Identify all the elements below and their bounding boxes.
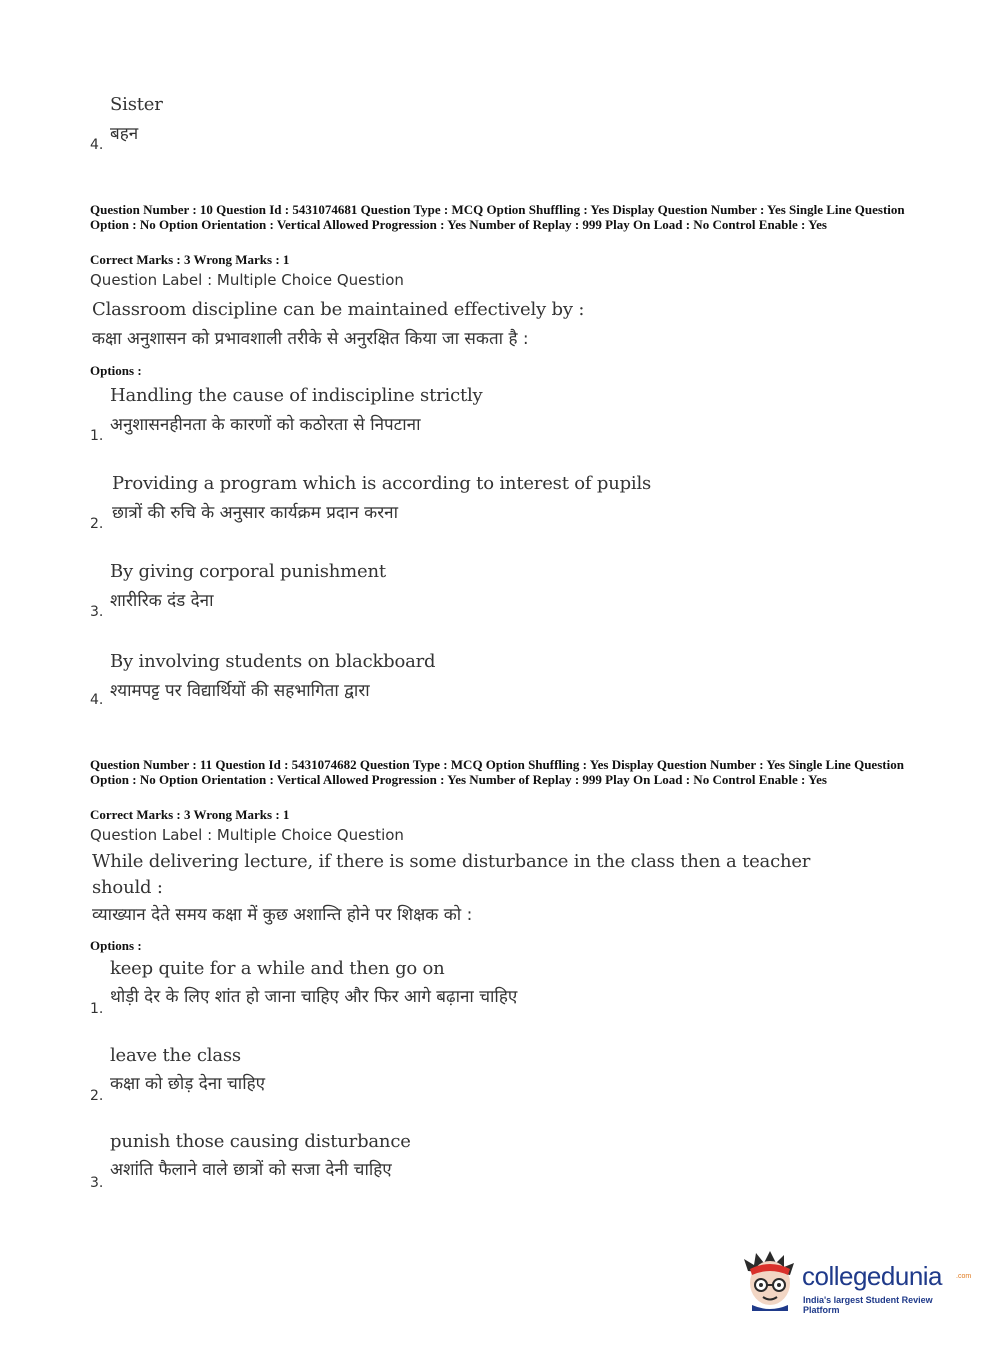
logo-wordmark: collegedunia xyxy=(802,1261,943,1291)
collegedunia-logo xyxy=(740,1247,970,1317)
q10-question-en: Classroom discipline can be maintained effectively by : xyxy=(92,299,585,320)
q10-option-2-en: Providing a program which is according to interest of pupils xyxy=(112,473,652,494)
q11-option-1-en: keep quite for a while and then go on xyxy=(110,958,445,979)
prev-option-4-number: 4. xyxy=(90,137,104,153)
prev-option-4-en: Sister xyxy=(110,94,163,115)
q10-option-3-en: By giving corporal punishment xyxy=(110,561,386,582)
q10-marks: Correct Marks : 3 Wrong Marks : 1 xyxy=(90,252,290,267)
q10-option-2-hi: छात्रों की रुचि के अनुसार कार्यक्रम प्रदान करना xyxy=(112,503,399,523)
mascot-icon xyxy=(740,1247,800,1311)
q10-option-2-number: 2. xyxy=(90,516,104,532)
q11-option-2-number: 2. xyxy=(90,1088,104,1104)
q11-marks: Correct Marks : 3 Wrong Marks : 1 xyxy=(90,807,290,822)
q10-options-heading: Options : xyxy=(90,363,142,378)
logo-com-suffix: .com xyxy=(956,1273,972,1280)
q11-option-3-en: punish those causing disturbance xyxy=(110,1131,411,1152)
q11-options-heading: Options : xyxy=(90,938,142,953)
q10-question-hi: कक्षा अनुशासन को प्रभावशाली तरीके से अनुरक्षित किया जा सकता है : xyxy=(92,329,529,349)
q10-option-4-number: 4. xyxy=(90,692,104,708)
q10-option-1-en: Handling the cause of indiscipline strictly xyxy=(110,385,483,406)
q11-option-2-en: leave the class xyxy=(110,1045,241,1066)
q10-option-4-hi: श्यामपट्ट पर विद्यार्थियों की सहभागिता द्वारा xyxy=(110,681,370,701)
q11-meta: Question Number : 11 Question Id : 5431074682 Question Type : MCQ Option Shuffling : Yes Display Question Number : Yes Single Line Question Option : No Option Orientation : Vertical Allowed Progression : Yes Number of Replay : 999 Play On Load : No Control Enable : Yes xyxy=(90,757,904,787)
q10-option-3-number: 3. xyxy=(90,604,104,620)
q10-option-4-en: By involving students on blackboard xyxy=(110,651,436,672)
q10-option-1-number: 1. xyxy=(90,428,104,444)
q11-option-1-number: 1. xyxy=(90,1001,104,1017)
q11-label: Question Label : Multiple Choice Question xyxy=(90,826,404,844)
q10-label: Question Label : Multiple Choice Question xyxy=(90,271,404,289)
logo-tagline: India's largest Student Review Platform xyxy=(803,1295,933,1315)
q10-meta: Question Number : 10 Question Id : 5431074681 Question Type : MCQ Option Shuffling : Yes Display Question Number : Yes Single Line Question Option : No Option Orientation : Vertical Allowed Progression : Yes Number of Replay : 999 Play On Load : No Control Enable : Yes xyxy=(90,202,905,232)
q11-question-en-line2: should : xyxy=(92,877,163,898)
q11-option-3-hi: अशांति फैलाने वाले छात्रों को सजा देनी चाहिए xyxy=(110,1160,392,1180)
q10-option-3-hi: शारीरिक दंड देना xyxy=(110,591,214,611)
q11-option-2-hi: कक्षा को छोड़ देना चाहिए xyxy=(110,1074,266,1094)
q11-question-hi: व्याख्यान देते समय कक्षा में कुछ अशान्ति होने पर शिक्षक को : xyxy=(92,905,473,925)
q11-option-1-hi: थोड़ी देर के लिए शांत हो जाना चाहिए और फिर आगे बढ़ाना चाहिए xyxy=(110,987,518,1007)
q10-option-1-hi: अनुशासनहीनता के कारणों को कठोरता से निपटाना xyxy=(110,415,421,435)
prev-option-4-hi: बहन xyxy=(110,124,139,144)
q11-option-3-number: 3. xyxy=(90,1175,104,1191)
q11-question-en-line1: While delivering lecture, if there is some disturbance in the class then a teacher xyxy=(92,851,811,872)
